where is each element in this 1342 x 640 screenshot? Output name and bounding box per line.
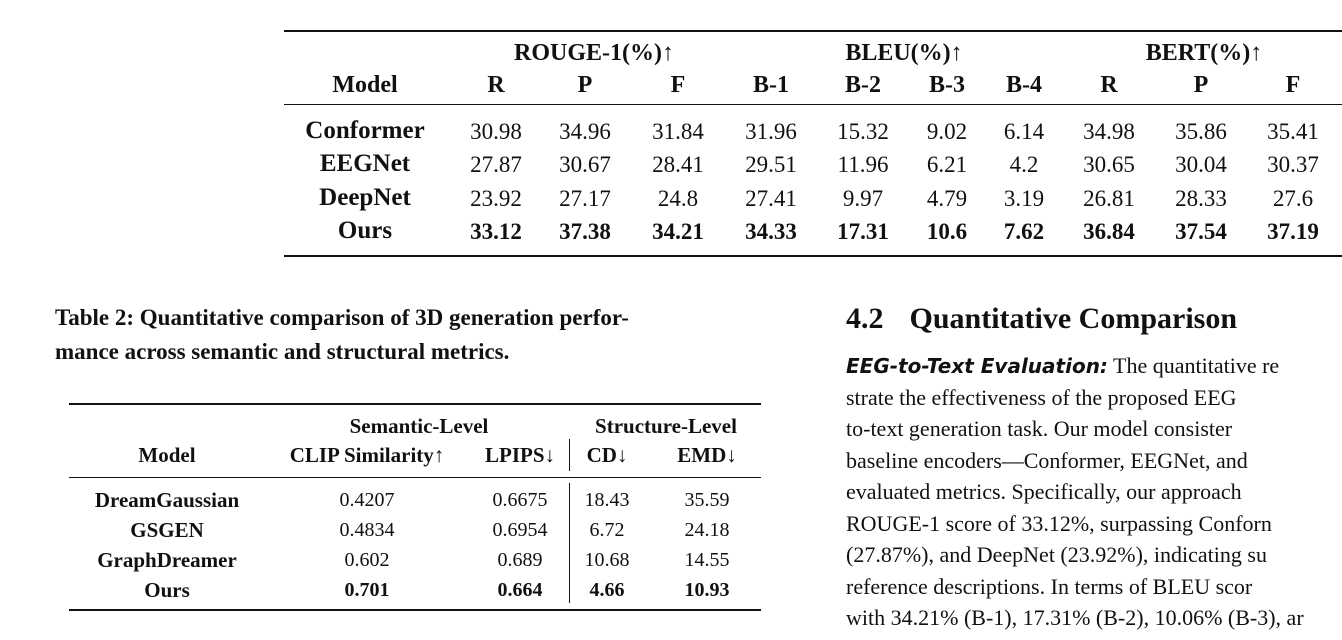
table-cell: 17.31 [837,219,889,244]
table-cell: 35.86 [1175,119,1227,144]
table-cell: 30.37 [1267,152,1319,177]
table-cell: 33.12 [470,219,522,244]
table-cell: 15.32 [837,119,889,144]
paragraph-line [846,350,1342,382]
table-cell: 23.92 [470,186,522,211]
table-cell: 18.43 [584,489,630,511]
table-cell: 4.66 [589,579,625,601]
table-cell: 35.59 [684,489,730,511]
table-cell: 14.55 [684,549,730,571]
table-cell: 10.93 [684,579,730,601]
table-cell: 4.79 [926,186,968,211]
table-cell: 27.87 [470,152,522,177]
row-model-deepnet: DeepNet [319,184,411,211]
column-header-emd: EMD↓ [677,443,737,467]
table-cell: 11.96 [837,152,889,177]
paragraph-line: with 34.21% (B-1), 17.31% (B-2), 10.06% (B-3), ar [846,605,1304,630]
table-cell: 37.54 [1175,219,1227,244]
paragraph-line: evaluated metrics. Specifically, our approach [846,479,1242,504]
table-cell: 0.6954 [492,519,548,541]
table-cell: 0.4207 [339,489,395,511]
table-cell: 24.8 [657,186,699,211]
column-header-bert-f: F [1285,72,1301,98]
table-cell: 7.62 [1003,219,1045,244]
table-2-mid-rule [69,477,761,478]
section-number: 4.2 [846,302,884,335]
table-cell: 30.65 [1083,152,1135,177]
column-divider [569,439,570,471]
paragraph-line: reference descriptions. In terms of BLEU scor [846,573,1253,599]
row-model-conformer: Conformer [305,117,425,144]
column-header-b4: B-4 [1006,72,1042,98]
table-cell: 31.84 [652,119,704,144]
table-cell: 9.02 [926,119,968,144]
table-cell: 4.2 [1009,152,1039,177]
row-model-graphdreamer: GraphDreamer [97,548,237,572]
table-cell: 0.664 [497,579,543,601]
table-cell: 0.602 [344,549,390,571]
table-cell: 6.72 [589,519,625,541]
column-header-clip: CLIP Similarity↑ [289,443,445,467]
column-header-b2: B-2 [845,72,881,98]
table-1-mid-rule [284,104,1342,105]
group-header-structure: Structure-Level [595,414,737,438]
row-model-ours: Ours [337,217,393,244]
row-model-gsgen: GSGEN [130,518,204,542]
table-cell: 34.21 [652,219,704,244]
table-cell: 10.68 [584,549,630,571]
column-header-rouge-r: R [487,72,505,98]
table-cell: 34.98 [1083,119,1135,144]
table-cell: 0.6675 [492,489,548,511]
table-cell: 0.4834 [339,519,395,541]
table-cell: 36.84 [1083,219,1135,244]
table-cell: 35.41 [1267,119,1319,144]
table-2 [69,403,761,611]
runin-heading: EEG-to-Text Evaluation: [846,354,1108,378]
table-cell: 9.97 [842,186,884,211]
table-cell: 0.701 [344,579,390,601]
column-header-bert-p: P [1193,72,1209,98]
paragraph-line: ROUGE-1 score of 33.12%, surpassing Conforn [846,510,1272,536]
table-cell: 6.21 [926,152,968,177]
column-header-rouge-f: F [670,72,686,98]
column-header-bert-r: R [1100,72,1118,98]
column-header-cd: CD↓ [586,443,628,467]
table-cell: 28.41 [652,152,704,177]
row-model-ours: Ours [144,578,190,602]
paragraph-line: (27.87%), and DeepNet (23.92%), indicating su [846,542,1267,567]
table-cell: 27.41 [745,186,797,211]
table-cell: 6.14 [1003,119,1045,144]
table-cell: 34.33 [745,219,797,244]
paragraph-line: to-text generation task. Our model consister [846,416,1233,441]
table-cell: 30.98 [470,119,522,144]
table-cell: 0.689 [497,549,543,571]
table-1 [284,30,1342,257]
section-body [846,350,1342,634]
table-2-top-rule [69,403,761,405]
paragraph-line: strate the effectiveness of the proposed EEG [846,384,1237,410]
column-header-model: Model [138,443,196,467]
column-header-model: Model [332,72,398,98]
table-cell: 26.81 [1083,186,1135,211]
paragraph-text: The quantitative re [1107,353,1280,378]
table-cell: 31.96 [745,119,797,144]
column-header-rouge-p: P [577,72,593,98]
table-cell: 28.33 [1175,186,1227,211]
table-2-caption [55,301,785,369]
group-header-bert: BERT(%)↑ [1145,40,1263,66]
table-2-bottom-rule [69,609,761,611]
table-cell: 37.38 [559,219,611,244]
column-header-b3: B-3 [929,72,965,98]
row-model-eegnet: EEGNet [319,150,411,177]
row-model-dreamgaussian: DreamGaussian [94,488,240,512]
table-cell: 30.67 [559,152,611,177]
table-cell: 24.18 [684,519,730,541]
table-cell: 30.04 [1175,152,1227,177]
column-header-lpips: LPIPS↓ [484,443,555,467]
table-cell: 3.19 [1003,186,1045,211]
section-heading [846,302,1237,336]
table-cell: 27.6 [1272,186,1314,211]
caption-line: mance across semantic and structural metrics. [55,339,510,364]
table-cell: 27.17 [559,186,611,211]
table-cell: 29.51 [745,152,797,177]
section-title: Quantitative Comparison [909,302,1238,335]
column-header-b1: B-1 [753,72,789,98]
table-cell: 10.6 [926,219,968,244]
group-header-rouge: ROUGE-1(%)↑ [514,40,674,66]
table-cell: 37.19 [1267,219,1319,244]
caption-line: Table 2: Quantitative comparison of 3D generation perfor- [55,305,629,330]
column-divider [569,483,570,603]
group-header-semantic: Semantic-Level [349,414,489,438]
table-1-top-rule [284,30,1342,32]
group-header-bleu: BLEU(%)↑ [845,40,963,66]
table-cell: 34.96 [559,119,611,144]
paragraph-line: baseline encoders—Conformer, EEGNet, and [846,447,1248,473]
table-1-bottom-rule [284,255,1342,257]
